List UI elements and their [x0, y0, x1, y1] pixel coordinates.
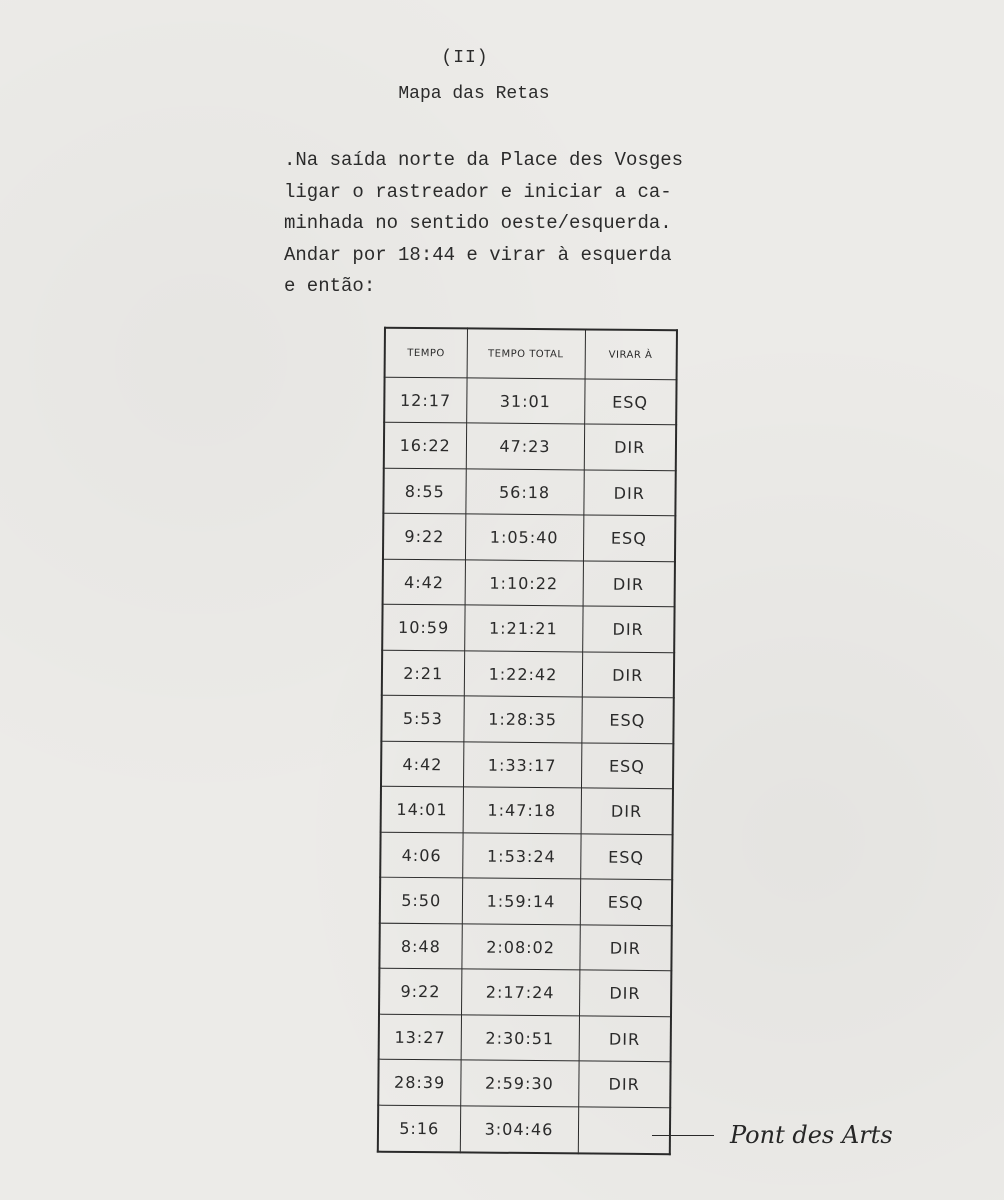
cell-tempo-total: 2:08:02 — [461, 924, 579, 971]
table-row — [378, 1059, 670, 1107]
instructions-line: ligar o rastreador e iniciar a ca- — [284, 180, 672, 203]
cell-virar: DIR — [583, 470, 675, 516]
cell-tempo: 16:22 — [384, 423, 466, 469]
cell-tempo-total: 1:28:35 — [463, 696, 581, 743]
cell-tempo-total: 3:04:46 — [460, 1106, 578, 1154]
handwritten-route-table — [377, 327, 684, 1166]
table-row — [384, 423, 676, 471]
cell-tempo-total: 1:53:24 — [462, 833, 580, 880]
cell-tempo-total: 47:23 — [466, 423, 584, 470]
table-header-row — [385, 328, 677, 380]
cell-virar: DIR — [581, 788, 673, 834]
cell-tempo: 5:50 — [380, 878, 462, 924]
cell-tempo-total: 31:01 — [466, 378, 584, 425]
cell-virar: DIR — [579, 1016, 671, 1062]
table-row — [380, 878, 672, 926]
cell-virar: ESQ — [580, 834, 672, 880]
cell-tempo: 5:16 — [378, 1105, 460, 1152]
cell-tempo: 28:39 — [378, 1059, 460, 1105]
cell-tempo: 13:27 — [379, 1014, 461, 1060]
cell-tempo: 9:22 — [379, 968, 461, 1014]
table-row — [380, 832, 672, 880]
instructions-paragraph — [284, 145, 724, 303]
instructions-line: e então: — [284, 275, 376, 297]
instructions-line: .Na saída norte da Place des Vosges — [284, 149, 684, 171]
header-tempo-total: TEMPO TOTAL — [467, 328, 585, 379]
cell-tempo-total: 1:33:17 — [463, 742, 581, 789]
cell-tempo: 4:42 — [383, 559, 465, 605]
cell-tempo: 4:06 — [380, 832, 462, 878]
cell-tempo: 5:53 — [381, 696, 463, 742]
cell-tempo-total: 56:18 — [465, 469, 583, 516]
table-row — [383, 468, 675, 516]
table-row — [379, 1014, 671, 1062]
cell-virar: DIR — [584, 424, 676, 470]
cell-virar: ESQ — [580, 879, 672, 925]
cell-tempo: 10:59 — [382, 605, 464, 651]
table-row — [383, 559, 675, 607]
cell-tempo-total: 2:59:30 — [460, 1060, 578, 1107]
table-row — [378, 1105, 670, 1154]
cell-tempo-total: 1:10:22 — [465, 560, 583, 607]
cell-tempo: 4:42 — [381, 741, 463, 787]
header-virar: VIRAR À — [585, 329, 677, 379]
cell-tempo: 8:55 — [383, 468, 465, 514]
cell-tempo-total: 1:21:21 — [464, 605, 582, 652]
instructions-line: minhada no sentido oeste/esquerda. — [284, 212, 672, 234]
cell-tempo-total: 1:22:42 — [464, 651, 582, 698]
table-row — [381, 787, 673, 835]
table-row — [383, 514, 675, 562]
cell-tempo-total: 1:05:40 — [465, 514, 583, 561]
route-table — [377, 327, 678, 1156]
header-tempo: TEMPO — [385, 328, 467, 378]
cell-tempo: 12:17 — [384, 377, 466, 423]
cell-virar: DIR — [579, 970, 671, 1016]
table-row — [381, 696, 673, 744]
cell-tempo-total: 2:17:24 — [461, 969, 579, 1016]
table-row — [381, 741, 673, 789]
cell-tempo-total: 1:47:18 — [463, 787, 581, 834]
cell-virar: DIR — [582, 606, 674, 652]
cell-tempo: 8:48 — [379, 923, 461, 969]
table-row — [382, 650, 674, 698]
cell-tempo-total: 1:59:14 — [462, 878, 580, 925]
section-number: (II) — [441, 48, 489, 68]
table-body — [378, 377, 677, 1154]
cell-virar: ESQ — [581, 697, 673, 743]
cell-virar: DIR — [582, 652, 674, 698]
cell-virar: ESQ — [581, 743, 673, 789]
table-row — [379, 923, 671, 971]
cell-virar: ESQ — [583, 515, 675, 561]
table-row — [384, 377, 676, 425]
table-row — [379, 968, 671, 1016]
cell-tempo: 9:22 — [383, 514, 465, 560]
section-title: Mapa das Retas — [398, 84, 550, 104]
cell-tempo-total: 2:30:51 — [461, 1015, 579, 1062]
instructions-line: Andar por 18:44 e virar à esquerda — [284, 243, 672, 266]
cell-tempo: 2:21 — [382, 650, 464, 696]
cell-virar: DIR — [583, 561, 675, 607]
cell-virar: DIR — [578, 1061, 670, 1107]
arrival-pointer-line — [652, 1135, 714, 1136]
table-row — [382, 605, 674, 653]
cell-virar — [578, 1107, 670, 1155]
cell-virar: DIR — [579, 925, 671, 971]
arrival-note: Pont des Arts — [730, 1121, 893, 1149]
cell-tempo: 14:01 — [381, 787, 463, 833]
cell-virar: ESQ — [584, 379, 676, 425]
